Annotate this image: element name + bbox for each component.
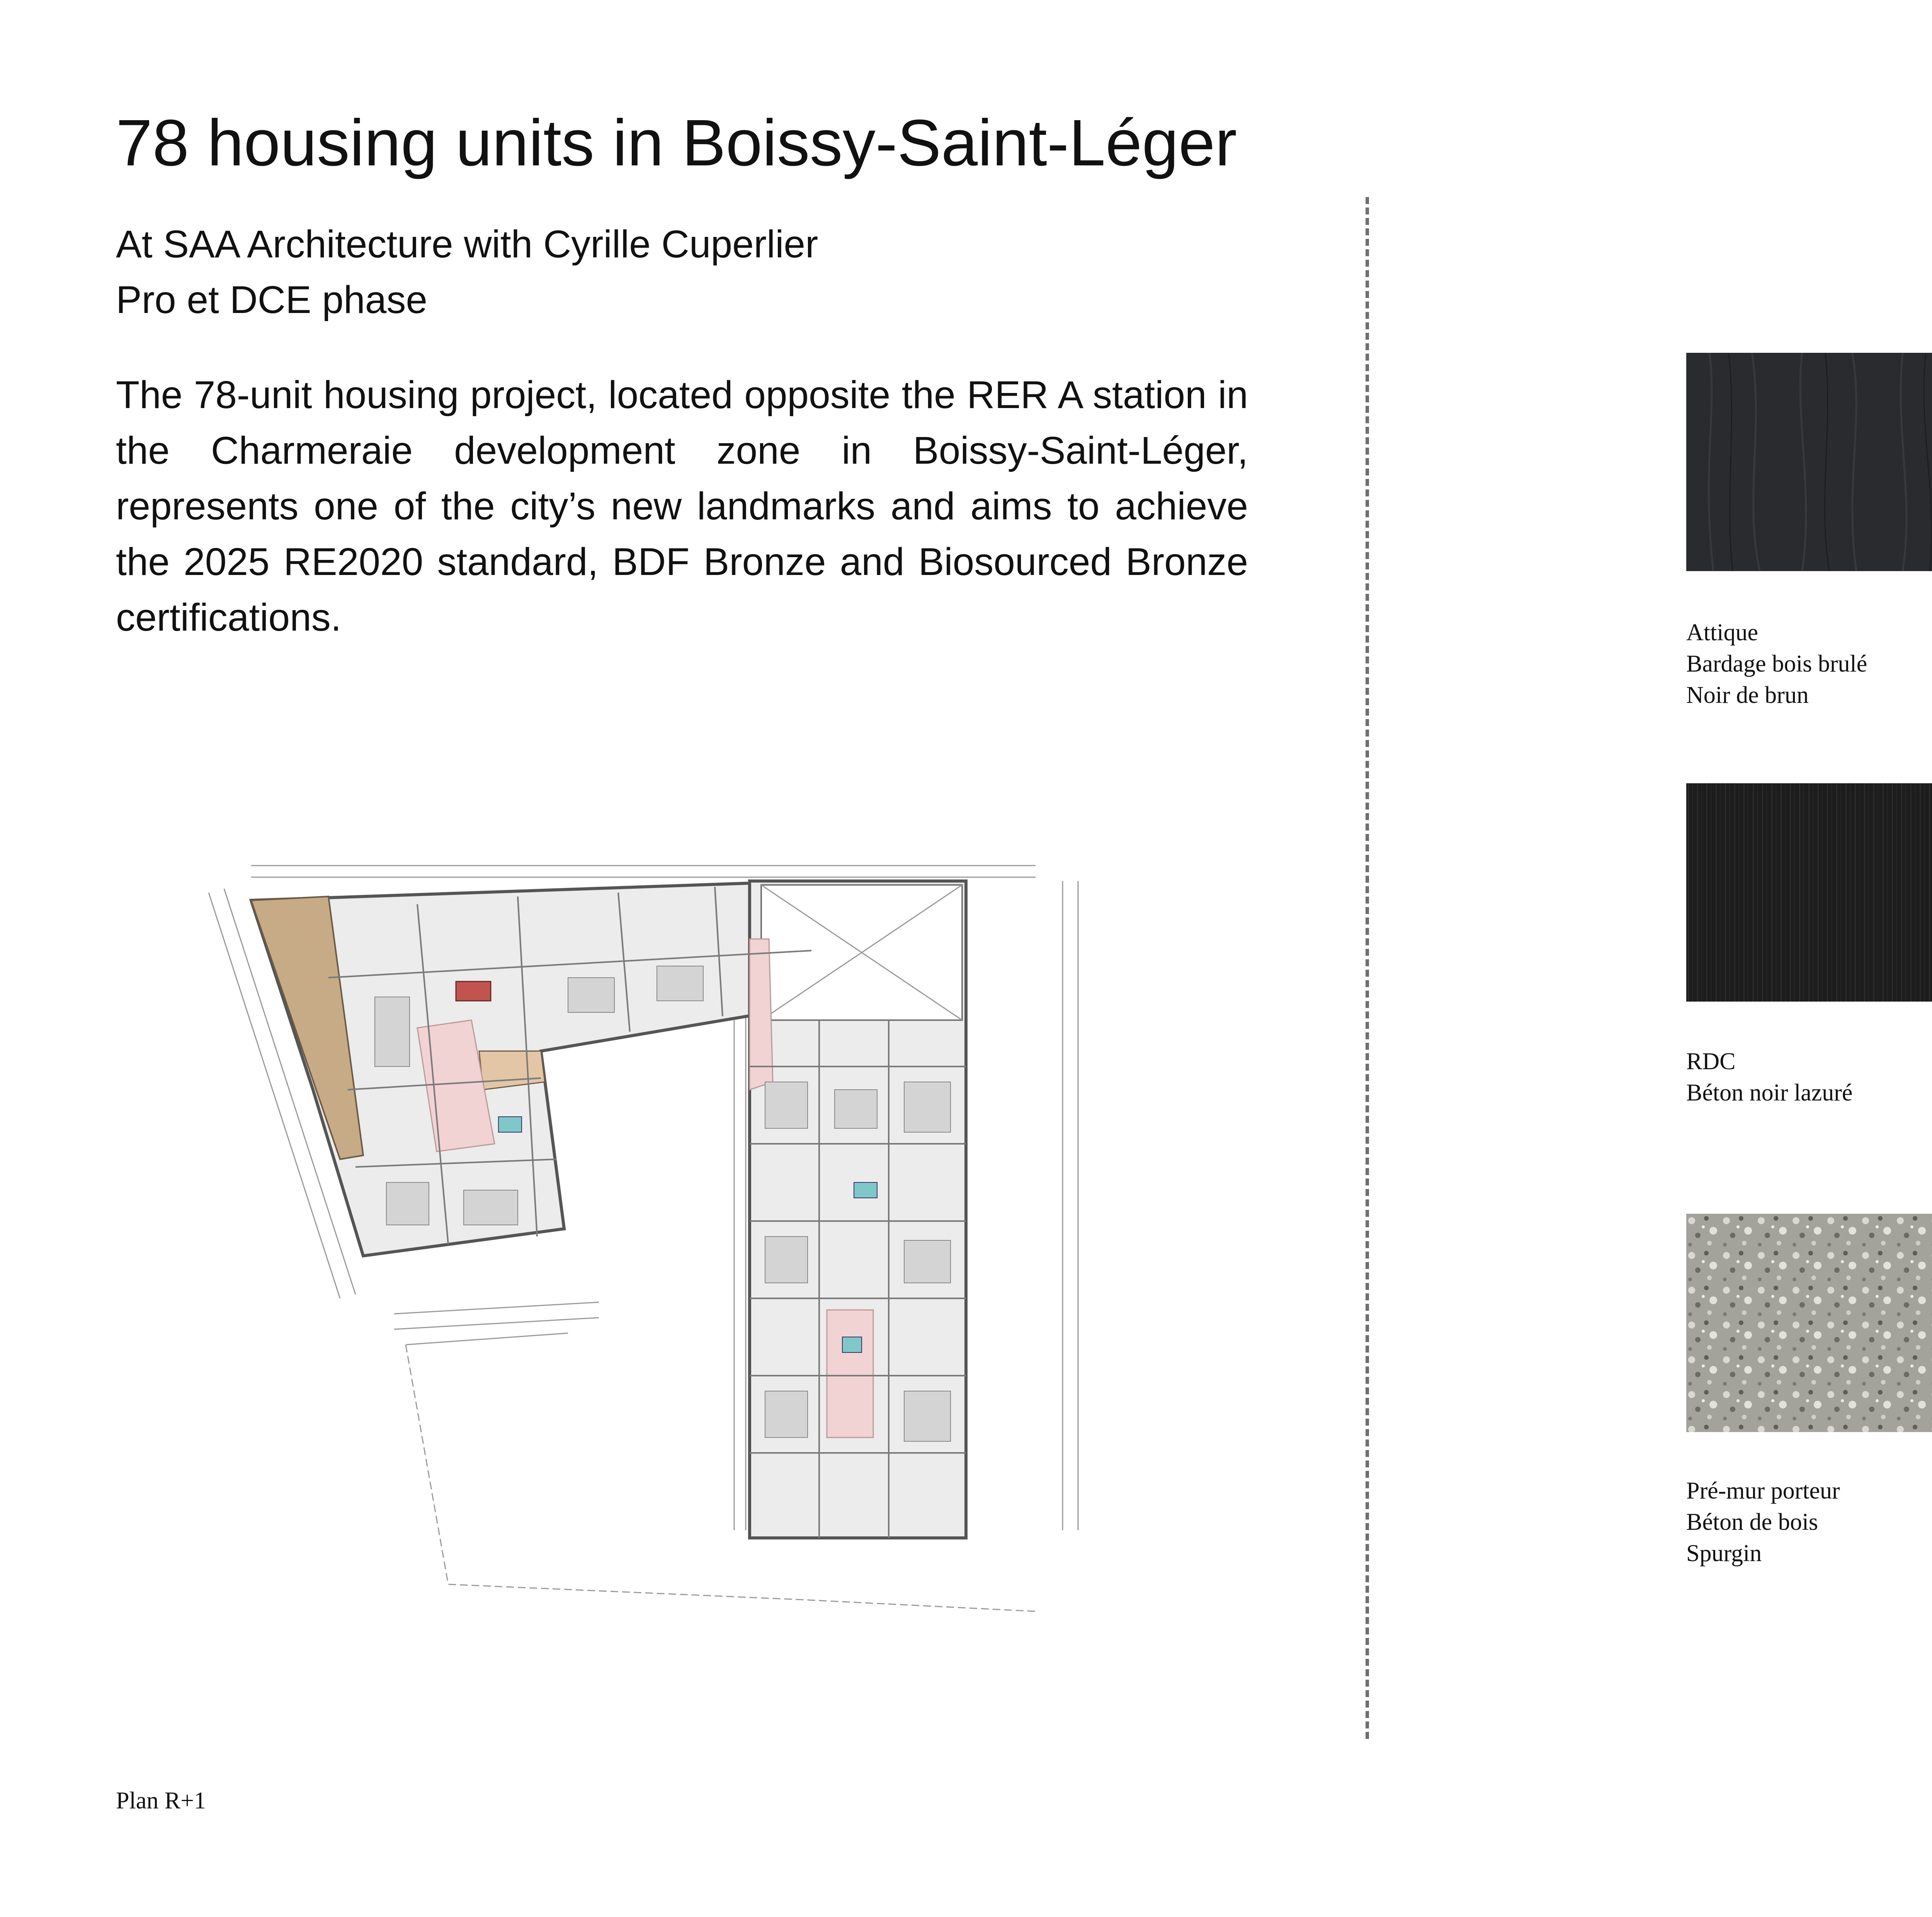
swatch-wood-concrete: [1686, 1214, 1932, 1432]
material-title: RDC: [1686, 1048, 1736, 1075]
material-detail: Noir de brun: [1686, 682, 1809, 708]
project-credits: [116, 216, 1275, 328]
page-title: 78 housing units in Boissy-Saint-Léger: [116, 106, 1237, 180]
material-label-rdc: [1686, 1046, 1932, 1109]
swatch-charred-wood: [1686, 353, 1932, 571]
floor-plan-drawing: [201, 850, 1128, 1646]
material-finish: Bardage bois brulé: [1686, 651, 1867, 677]
material-label-attique: [1686, 617, 1932, 711]
material-detail: Spurgin: [1686, 1540, 1762, 1567]
material-label-pre-mur: [1686, 1475, 1932, 1569]
material-finish: Béton de bois: [1686, 1509, 1818, 1535]
plan-caption: Plan R+1: [116, 1788, 206, 1814]
material-title: Attique: [1686, 619, 1758, 646]
project-description: The 78-unit housing project, located opposite the RER A station in the Charmeraie development zone in Boissy-Saint-Léger, represents one of the city’s new landmarks and aims to achieve the 2025 RE2020 standard, BDF Bronze and Biosourced Bronze certifications.: [116, 373, 1248, 639]
credits-office: At SAA Architecture with Cyrille Cuperlier: [116, 223, 818, 266]
swatch-black-concrete: [1686, 783, 1932, 1002]
credits-phase: Pro et DCE phase: [116, 278, 427, 321]
column-divider: [1366, 197, 1369, 1739]
material-title: Pré-mur porteur: [1686, 1478, 1840, 1504]
material-finish: Béton noir lazuré: [1686, 1080, 1853, 1106]
